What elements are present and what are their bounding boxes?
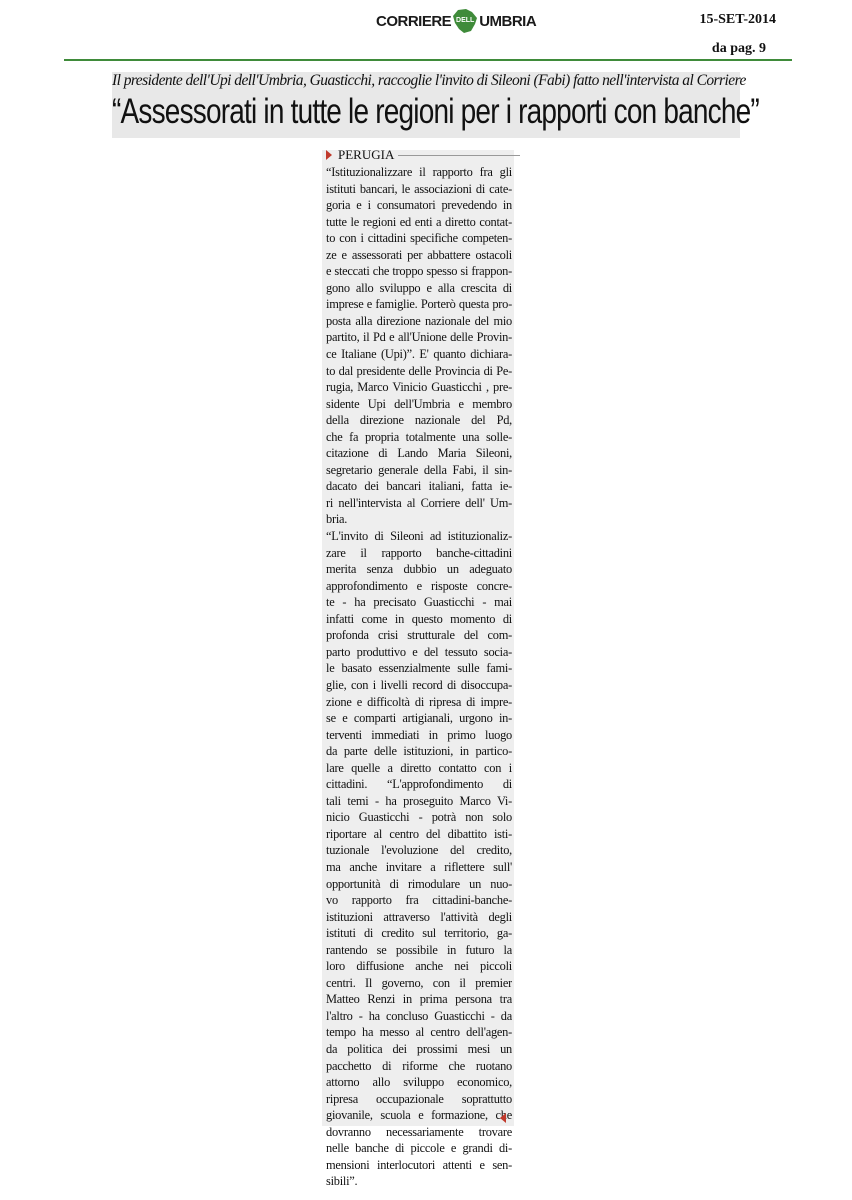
article-line: “L'invito di Sileoni ad istituzionaliz- <box>326 529 512 544</box>
article-line: glie, con i livelli record di disoccupa- <box>326 677 512 692</box>
article-line: istituti di credito sul territorio, ga- <box>326 926 512 941</box>
article-line: dovranno necessariamente trovare <box>326 1124 512 1139</box>
article-line: gono allo sviluppo e alla crescita di <box>326 280 512 295</box>
article-line: giovanile, scuola e formazione, che <box>326 1108 512 1123</box>
article-line: tempo ha messo al centro dell'agen- <box>326 1025 512 1040</box>
article-line: “Istituzionalizzare il rapporto fra gli <box>326 165 512 179</box>
umbria-region-icon <box>452 9 478 33</box>
page-reference: da pag. 9 <box>711 41 766 56</box>
dateline <box>326 147 520 163</box>
article-headline: “Assessorati in tutte le regioni per i rapporti con banche” <box>112 92 759 131</box>
article-line: approfondimento e risposte concre- <box>326 578 512 593</box>
article-line: to dal presidente delle Provincia di Pe- <box>326 363 512 378</box>
article-line: che fa propria totalmente una solle- <box>326 429 512 444</box>
article-line: riportare al centro del dibattito isti- <box>326 826 512 841</box>
dateline-marker-icon <box>326 150 332 160</box>
publication-date: 15-SET-2014 <box>699 12 776 27</box>
article-line: da politica dei prossimi mesi un <box>326 1041 512 1056</box>
article-line: partito, il Pd e all'Unione delle Provin- <box>326 330 512 345</box>
article-line: bria. <box>326 512 348 527</box>
article-line: della direzione nazionale del Pd, <box>326 413 512 428</box>
newspaper-logo <box>376 8 536 34</box>
article-line: to con i cittadini specifiche competen- <box>326 231 512 246</box>
article-line: merita senza dubbio un adeguato <box>326 562 512 577</box>
logo-word-umbria: UMBRIA <box>479 12 537 30</box>
article-line: ze e assessorati per abbattere ostacoli <box>326 247 512 262</box>
logo-word-corriere: CORRIERE <box>376 12 452 30</box>
article-line: ce Italiane (Upi)”. E' quanto dichiara- <box>326 347 512 362</box>
article-line: tali temi - ha proseguito Marco Vi- <box>326 793 512 808</box>
article-end-marker-icon <box>500 1113 506 1123</box>
article-line: nelle banche di piccole e grandi di- <box>326 1141 512 1156</box>
article-line: ripresa occupazionale soprattutto <box>326 1091 512 1106</box>
article-line: mensioni interlocutori attenti e sen- <box>326 1157 512 1172</box>
article-line: parto produttivo e del tessuto socia- <box>326 644 512 659</box>
article-line: tuzionale l'evoluzione del credito, <box>326 843 512 858</box>
article-line: e steccati che troppo spesso si frappon- <box>326 264 512 279</box>
article-line: sibili”. <box>326 1174 358 1189</box>
article-line: loro diffusione anche nei piccoli <box>326 959 512 974</box>
article-line: attorno allo sviluppo economico, <box>326 1075 512 1090</box>
article-line: citazione di Lando Maria Sileoni, <box>326 446 512 461</box>
article-line: opportunità di rimodulare un nuo- <box>326 876 512 891</box>
article-line: ri nell'intervista al Corriere dell' Um- <box>326 495 512 510</box>
header-divider <box>64 59 792 61</box>
article-line: infatti come in questo momento di <box>326 611 512 626</box>
article-headline-wrapper <box>112 92 759 132</box>
article-line: rantendo se possibile in futuro la <box>326 942 512 957</box>
article-line: sidente Upi dell'Umbria e membro <box>326 396 512 411</box>
article-line: rugia, Marco Vinicio Guasticchi , pre- <box>326 380 512 395</box>
article-line: se e comparti artigianali, urgono in- <box>326 711 512 726</box>
article-line: zare il rapporto banche-cittadini <box>326 545 512 560</box>
article-line: le basato essenzialmente sulle fami- <box>326 661 512 676</box>
article-body <box>326 164 512 1190</box>
article-line: segretario generale della Fabi, il sin- <box>326 462 512 477</box>
dateline-text: PERUGIA <box>338 147 395 162</box>
article-line: da parte delle istituzioni, in partico- <box>326 744 512 759</box>
article-line: posta alla direzione nazionale del mio <box>326 313 512 328</box>
article-line: tutte le regioni ed enti a diretto contat- <box>326 214 512 229</box>
article-kicker: Il presidente dell'Upi dell'Umbria, Guasticchi, raccoglie l'invito di Sileoni (Fabi) fatto nell'intervista al Corriere <box>112 72 746 89</box>
article-line: vo rapporto fra cittadini-banche- <box>326 893 512 908</box>
logo-badge-text: DELL <box>456 17 475 24</box>
article-line: Matteo Renzi in prima persona tra <box>326 992 512 1007</box>
article-line: imprese e famiglie. Porterò questa pro- <box>326 297 512 312</box>
article-line: centri. Il governo, con il premier <box>326 975 512 990</box>
article-line: goria e i consumatori prevedendo in <box>326 198 512 213</box>
article-line: lare quelle a diretto contatto con i <box>326 760 512 775</box>
article-line: nicio Guasticchi - potrà non solo <box>326 810 512 825</box>
article-line: te - ha precisato Guasticchi - mai <box>326 595 512 610</box>
article-line: terventi immediati in primo luogo <box>326 727 512 742</box>
article-line: zione e difficoltà di ripresa di impre- <box>326 694 512 709</box>
article-line: cittadini. “L'approfondimento di <box>326 777 512 792</box>
dateline-rule <box>398 155 520 156</box>
article-line: istituzioni attraverso l'attività degli <box>326 909 512 924</box>
article-line: istituti bancari, le associazioni di cate- <box>326 181 512 196</box>
article-line: pacchetto di riforme che ruotano <box>326 1058 512 1073</box>
article-line: profonda crisi strutturale del com- <box>326 628 512 643</box>
article-line: l'altro - ha concluso Guasticchi - da <box>326 1008 512 1023</box>
article-line: ma anche invitare a riflettere sull' <box>326 859 512 874</box>
article-line: dacato dei bancari italiani, fatta ie- <box>326 479 512 494</box>
